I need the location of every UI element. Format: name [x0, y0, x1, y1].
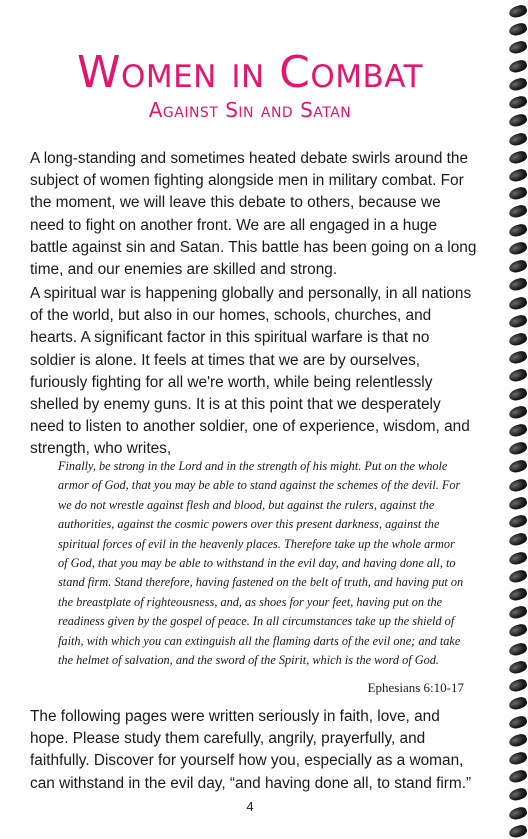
- spiral-coil: [508, 441, 528, 457]
- spiral-coil: [508, 514, 528, 530]
- spiral-coil: [508, 423, 528, 439]
- spiral-coil: [508, 186, 528, 202]
- page-title: Women in Combat: [76, 47, 424, 98]
- spiral-coil: [508, 659, 528, 675]
- intro-paragraph: A long-standing and sometimes heated debate swirls around the subject of women fighting alongside men in military combat. For the moment, we will leave this debate to others, because we need to fight on another front. We are all engaged in a huge battle against sin and Satan. This battle has been going on a long time, and our enemies are skilled and strong.: [30, 150, 477, 279]
- spiritual-war-paragraph: A spiritual war is happening globally and personally, in all nations of the world, but also in our homes, schools, churches, and hearts. A significant factor in this spiritual warfare is that no soldier is alone. It feels at times that we are by ourselves, furiously fighting for all we're worth, while being relentlessly shelled by enemy guns. It is at this point that we desperately need to listen to another soldier, one of experience, wisdom, and strength, who writes,: [30, 285, 472, 458]
- spiral-coil: [508, 204, 528, 220]
- spiral-coil: [508, 495, 528, 511]
- spiral-coil: [508, 477, 528, 493]
- spiral-coil: [508, 350, 528, 366]
- spiral-coil: [508, 240, 528, 256]
- spiral-coil: [508, 22, 528, 38]
- spiral-coil: [508, 167, 528, 183]
- spiral-coil: [508, 259, 528, 275]
- page-number: 4: [246, 799, 254, 814]
- spiral-coil: [508, 404, 528, 420]
- spiral-coil: [508, 58, 528, 74]
- spiral-coil: [508, 368, 528, 384]
- spiral-coil: [508, 605, 528, 621]
- spiral-coil: [508, 295, 528, 311]
- spiral-coil: [508, 331, 528, 347]
- spiral-coil: [508, 732, 528, 748]
- spiral-coil: [508, 714, 528, 730]
- spiral-coil: [508, 586, 528, 602]
- scripture-citation: Ephesians 6:10-17: [367, 680, 464, 695]
- spiral-coil: [508, 641, 528, 657]
- spiral-coil: [508, 787, 528, 803]
- spiral-coil: [508, 222, 528, 238]
- scripture-quote: Finally, be strong in the Lord and in the strength of his might. Put on the whole armor of God, that you may be able to stand against the schemes of the devil. For we do not wrestle against flesh and blood, but against the rulers, against the authorities, against the cosmic powers over this present darkness, against the spiritual forces of evil in the heavenly places. Therefore take up the whole armor of God, that you may be able to withstand in the evil day, and having done all, to stand firm. Stand therefore, having fastened on the belt of truth, and having put on the breastplate of righteousness, and, as shoes for your feet, having put on the readiness given by the gospel of peace. In all circumstances take up the shield of faith, with which you can extinguish all the flaming darts of the evil one; and take the helmet of salvation, and the sword of the Spirit, which is the word of God.: [58, 459, 464, 668]
- spiral-coil: [508, 386, 528, 402]
- page-subtitle: Against Sin and Satan: [148, 98, 352, 122]
- spiral-coil: [508, 3, 528, 19]
- spiral-coil: [508, 113, 528, 129]
- spiral-coil: [508, 750, 528, 766]
- spiral-coil: [508, 678, 528, 694]
- spiral-coil: [508, 459, 528, 475]
- spiral-coil: [508, 550, 528, 566]
- spiral-coil: [508, 623, 528, 639]
- spiral-coil: [508, 568, 528, 584]
- spiral-coil: [508, 769, 528, 785]
- spiral-coil: [508, 131, 528, 147]
- spiral-coil: [508, 313, 528, 329]
- spiral-coil: [508, 149, 528, 165]
- spiral-coil: [508, 696, 528, 712]
- spiral-coil: [508, 40, 528, 56]
- spiral-coil: [508, 805, 528, 821]
- spiral-binding: [504, 6, 528, 837]
- spiral-coil: [508, 95, 528, 111]
- spiral-coil: [508, 277, 528, 293]
- spiral-coil: [508, 76, 528, 92]
- spiral-coil: [508, 532, 528, 548]
- closing-paragraph: The following pages were written seriously in faith, love, and hope. Please study them carefully, angrily, prayerfully, and faithfully. Discover for yourself how you, especially as a woman, can withstand in the evil day, “and having done all, to stand firm.”: [30, 708, 472, 792]
